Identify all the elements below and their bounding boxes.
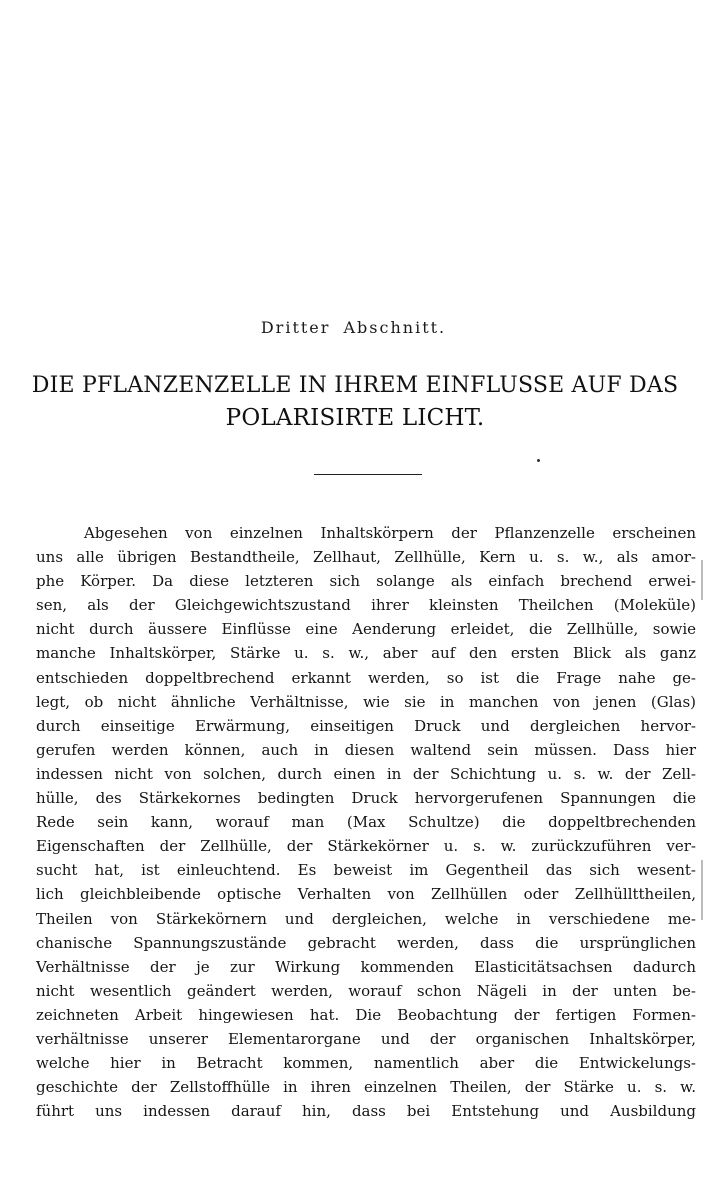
text-line: gerufen werden können, auch in diesen waltend sein müssen. Dass hier — [36, 740, 696, 759]
text-line: nicht durch äussere Einflüsse eine Aenderung erleidet, die Zellhülle, sowie — [36, 620, 696, 639]
text-line: hülle, des Stärkekornes bedingten Druck hervorgerufenen Spannungen die — [36, 789, 696, 808]
chapter-title-line: DIE PFLANZENZELLE IN IHREM EINFLUSSE AUF DAS — [31, 373, 679, 398]
text-line: nicht wesentlich geändert werden, worauf schon Nägeli in der unten be- — [36, 981, 696, 1000]
text-line: Eigenschaften der Zellhülle, der Stärkekörner u. s. w. zurückzuführen ver- — [36, 837, 696, 856]
chapter-title-line: POLARISIRTE LICHT. — [225, 405, 485, 431]
text-line: verhältnisse unserer Elementarorgane und der organischen Inhaltskörper, — [36, 1029, 696, 1048]
text-line: entschieden doppeltbrechend erkannt werden, so ist die Frage nahe ge- — [36, 668, 696, 687]
text-line: lich gleichbleibende optische Verhalten von Zellhüllen oder Zellhüllttheilen, — [36, 885, 696, 904]
page-edge-mark — [701, 560, 703, 600]
body-paragraph — [36, 521, 696, 1123]
text-line: uns alle übrigen Bestandtheile, Zellhaut, Zellhülle, Kern u. s. w., als amor- — [36, 548, 696, 567]
text-line: zeichneten Arbeit hingewiesen hat. Die Beobachtung der fertigen Formen- — [36, 1005, 696, 1024]
text-line: Theilen von Stärkekörnern und dergleichen, welche in verschiedene me- — [36, 909, 696, 928]
chapter-title — [30, 370, 680, 434]
text-line: chanische Spannungszustände gebracht werden, dass die ursprünglichen — [36, 933, 696, 952]
text-line: indessen nicht von solchen, durch einen in der Schichtung u. s. w. der Zell- — [36, 764, 696, 783]
print-speck — [537, 459, 540, 462]
text-line: phe Körper. Da diese letzteren sich solange als einfach brechend erwei- — [36, 572, 696, 591]
text-line: Verhältnisse der je zur Wirkung kommenden Elasticitätsachsen dadurch — [36, 957, 696, 976]
text-line: Rede sein kann, worauf man (Max Schultze) die doppeltbrechenden — [36, 813, 696, 832]
text-line: sucht hat, ist einleuchtend. Es beweist im Gegentheil das sich wesent- — [36, 861, 696, 880]
text-line: durch einseitige Erwärmung, einseitigen Druck und dergleichen hervor- — [36, 716, 696, 735]
text-line: führt uns indessen darauf hin, dass bei Entstehung und Ausbildung — [36, 1102, 696, 1121]
text-line: welche hier in Betracht kommen, namentlich aber die Entwickelungs- — [36, 1054, 696, 1073]
text-line: manche Inhaltskörper, Stärke u. s. w., aber auf den ersten Blick als ganz — [36, 644, 696, 663]
text-line: geschichte der Zellstoffhülle in ihren einzelnen Theilen, der Stärke u. s. w. — [36, 1078, 696, 1097]
text-line: Abgesehen von einzelnen Inhaltskörpern der Pflanzenzelle erscheinen — [84, 524, 696, 542]
title-divider-rule — [314, 474, 422, 475]
text-line: legt, ob nicht ähnliche Verhältnisse, wie sie in manchen von jenen (Glas) — [36, 692, 696, 711]
section-label: Dritter Abschnitt. — [260, 318, 447, 337]
page-edge-mark — [701, 860, 703, 920]
text-line: sen, als der Gleichgewichtszustand ihrer kleinsten Theilchen (Moleküle) — [36, 596, 696, 615]
